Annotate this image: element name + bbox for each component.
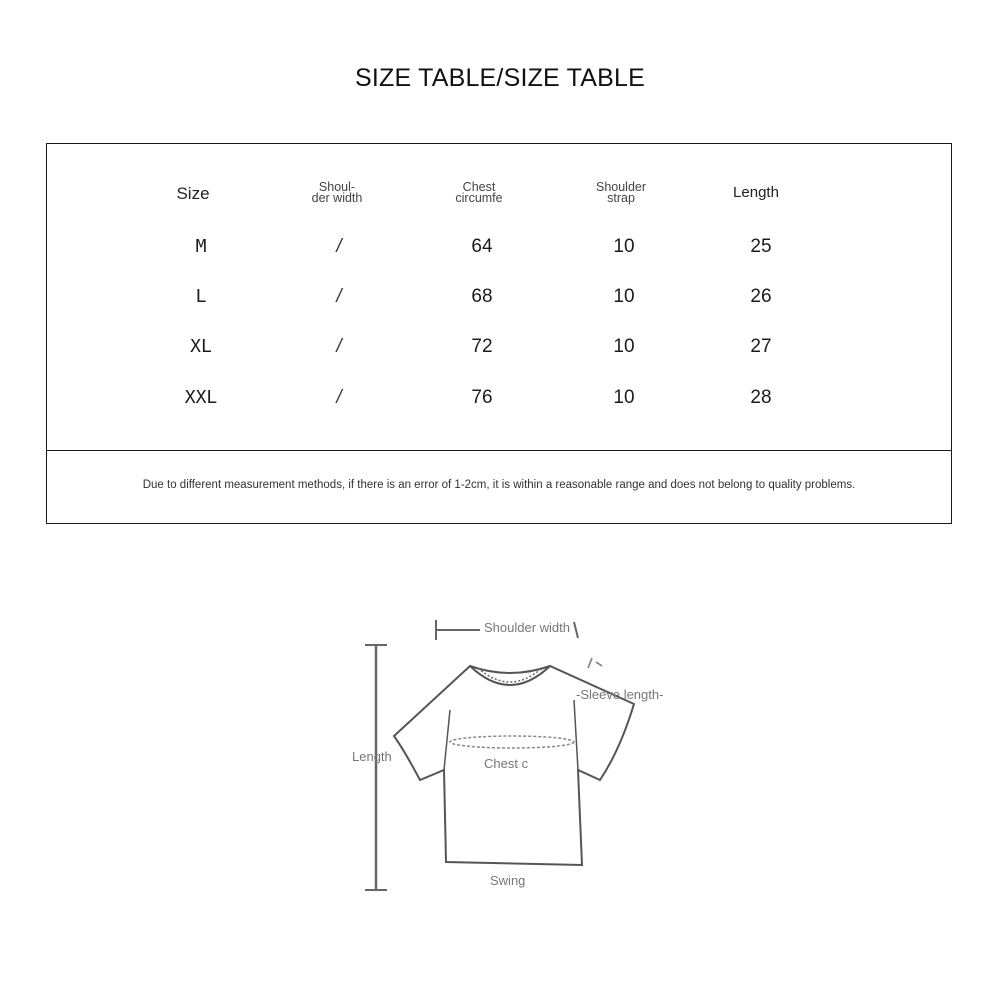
page-title: SIZE TABLE/SIZE TABLE: [355, 64, 645, 92]
measurement-note: Due to different measurement methods, if there is an error of 1-2cm, it is within a reasonable range and does not belong to quality problems.: [142, 479, 856, 491]
header-shoulder-width-line1: Shoul-: [318, 180, 356, 194]
diagram-label-shoulder-width: Shoulder width: [484, 620, 570, 635]
header-shoulder-strap-line1: Shoulder: [595, 180, 647, 194]
row-m-shoulder: /: [336, 236, 342, 257]
row-xxl-shoulder: /: [336, 387, 342, 408]
row-l-length: 26: [750, 286, 772, 307]
header-shoulder-strap: [596, 182, 646, 204]
row-m-size: M: [195, 236, 207, 257]
diagram-label-length: Length: [352, 749, 392, 764]
row-m-length: 25: [750, 236, 772, 257]
row-xl-length: 27: [750, 336, 772, 357]
table-divider: [47, 450, 951, 451]
row-l-size: L: [195, 286, 207, 307]
header-length: Length: [733, 184, 779, 201]
row-m-strap: 10: [613, 236, 635, 257]
size-table: [46, 143, 952, 524]
diagram-label-swing: Swing: [490, 873, 526, 888]
row-xl-shoulder: /: [336, 336, 342, 357]
header-chest: [455, 182, 502, 204]
header-size: Size: [176, 184, 210, 203]
row-xl-size: XL: [190, 336, 212, 357]
row-l-chest: 68: [471, 286, 493, 307]
header-shoulder-strap-line2: strap: [607, 191, 635, 205]
row-l-shoulder: /: [336, 286, 342, 307]
row-xxl-strap: 10: [613, 387, 635, 408]
row-l-strap: 10: [613, 286, 635, 307]
row-xl-chest: 72: [471, 336, 493, 357]
header-chest-line1: Chest: [462, 180, 496, 194]
row-m-chest: 64: [471, 236, 493, 257]
diagram-label-sleeve-length: -Sleeve length-: [576, 687, 664, 702]
tshirt-diagram: [330, 600, 690, 910]
header-shoulder-width-line2: der width: [311, 191, 363, 205]
row-xxl-chest: 76: [471, 387, 493, 408]
row-xxl-length: 28: [750, 387, 772, 408]
header-shoulder-width: [312, 182, 363, 204]
header-chest-line2: circumfe: [455, 191, 503, 205]
row-xl-strap: 10: [613, 336, 635, 357]
row-xxl-size: XXL: [184, 387, 218, 408]
diagram-label-chest: Chest c: [484, 756, 529, 771]
